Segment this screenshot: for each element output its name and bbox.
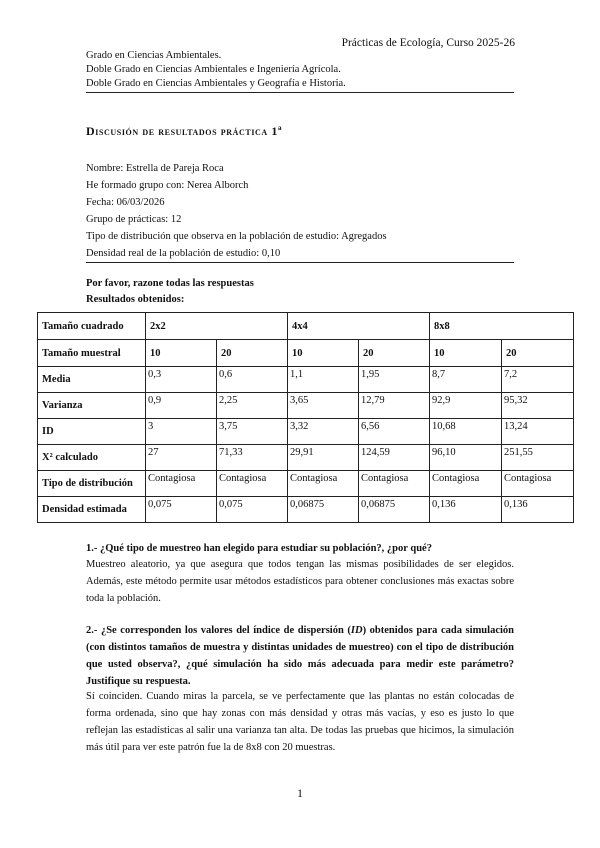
info-grupo-practicas: Grupo de prácticas: 12 (86, 214, 182, 225)
table-cell: 95,32 (502, 393, 574, 419)
table-cell: 0,075 (217, 497, 288, 523)
table-cell: 10 (146, 340, 217, 367)
table-cell: 1,1 (288, 367, 359, 393)
table-row (38, 471, 574, 497)
table-cell: 3 (146, 419, 217, 445)
table-cell: 92,9 (430, 393, 502, 419)
row-label: X² calculado (38, 445, 146, 471)
table-group-header: 8x8 (430, 313, 574, 340)
course-header: Prácticas de Ecología, Curso 2025-26 (341, 37, 515, 49)
table-row (38, 419, 574, 445)
table-cell: 12,79 (359, 393, 430, 419)
table-cell: 13,24 (502, 419, 574, 445)
row-label: Densidad estimada (38, 497, 146, 523)
table-cell: 2,25 (217, 393, 288, 419)
table-cell: Contagiosa (146, 471, 217, 497)
table-cell: 96,10 (430, 445, 502, 471)
table-cell: Contagiosa (288, 471, 359, 497)
row-label: Media (38, 367, 146, 393)
page-number: 1 (297, 786, 303, 800)
table-cell: 10 (430, 340, 502, 367)
table-cell: 0,9 (146, 393, 217, 419)
table-cell: 0,136 (430, 497, 502, 523)
table-cell: 20 (359, 340, 430, 367)
table-row (38, 393, 574, 419)
info-grupo: He formado grupo con: Nerea Alborch (86, 180, 249, 191)
table-row (38, 445, 574, 471)
table-cell: 0,6 (217, 367, 288, 393)
degree-line-1: Grado en Ciencias Ambientales. (86, 50, 222, 61)
table-cell: 6,56 (359, 419, 430, 445)
table-cell: 0,06875 (288, 497, 359, 523)
info-tipo-distribucion: Tipo de distribución que observa en la población de estudio: Agregados (86, 231, 387, 242)
table-cell: 27 (146, 445, 217, 471)
table-cell: 0,06875 (359, 497, 430, 523)
table-header-label: Tamaño cuadrado (38, 313, 146, 340)
table-cell: 71,33 (217, 445, 288, 471)
info-fecha: Fecha: 06/03/2026 (86, 197, 165, 208)
table-cell: 8,7 (430, 367, 502, 393)
table-cell: 1,95 (359, 367, 430, 393)
table-cell: Contagiosa (430, 471, 502, 497)
answer-1: Muestreo aleatorio, ya que asegura que todos tengan las mismas posibilidades de ser elegidos. Además, este método permite usar métodos estadísticos para obtener conclusiones más exactas sobre toda la población. (86, 559, 514, 604)
table-cell: 3,32 (288, 419, 359, 445)
answer-2: Sí coinciden. Cuando miras la parcela, se ve perfectamente que las plantas no están colocadas de forma ordenada, sino que hay zonas con más densidad y otras más vacías, y eso es justo lo que reflejan las estadísticas al salir una varianza tan alta. De todas las pruebas que hicimos, la simulación más útil para ver este patrón fue la de 8x8 con 20 muestras. (86, 691, 514, 753)
table-cell: 10,68 (430, 419, 502, 445)
table-cell: 251,55 (502, 445, 574, 471)
table-cell: 3,75 (217, 419, 288, 445)
results-table (37, 312, 574, 523)
row-label: Tamaño muestral (38, 340, 146, 367)
table-cell: 0,075 (146, 497, 217, 523)
table-row (38, 367, 574, 393)
table-cell: 124,59 (359, 445, 430, 471)
table-group-header: 4x4 (288, 313, 430, 340)
info-densidad-real: Densidad real de la población de estudio: 0,10 (86, 248, 281, 259)
question-1: 1.- ¿Qué tipo de muestreo han elegido para estudiar su población?, ¿por qué? (86, 543, 432, 554)
table-cell: 0,136 (502, 497, 574, 523)
table-header-row (38, 313, 574, 340)
row-label: ID (38, 419, 146, 445)
table-cell: 29,91 (288, 445, 359, 471)
row-label: Varianza (38, 393, 146, 419)
page-title: Discusión de resultados práctica 1ª (86, 124, 283, 138)
instruction-razone: Por favor, razone todas las respuestas (86, 278, 254, 289)
table-row (38, 340, 574, 367)
info-nombre: Nombre: Estrella de Pareja Roca (86, 163, 224, 174)
table-cell: Contagiosa (217, 471, 288, 497)
table-cell: 20 (502, 340, 574, 367)
table-cell: Contagiosa (359, 471, 430, 497)
degree-lines (86, 49, 514, 93)
table-cell: 0,3 (146, 367, 217, 393)
table-cell: 3,65 (288, 393, 359, 419)
table-cell: 7,2 (502, 367, 574, 393)
table-cell: Contagiosa (502, 471, 574, 497)
table-group-header: 2x2 (146, 313, 288, 340)
question-2: 2.- ¿Se corresponden los valores del índice de dispersión (ID) obtenidos para cada simulación (con distintos tamaños de muestra y distintas unidades de muestreo) con el tipo de distribución que usted observa?, ¿qué simulación ha sido más adecuada para medir este parámetro? Justifique su respuesta. (86, 625, 514, 687)
degree-line-3: Doble Grado en Ciencias Ambientales y Geografía e Historia. (86, 78, 346, 89)
table-row (38, 497, 574, 523)
results-label: Resultados obtenidos: (86, 294, 185, 305)
student-info (86, 160, 514, 263)
id-abbrev: ID (350, 625, 363, 636)
row-label: Tipo de distribución (38, 471, 146, 497)
degree-line-2: Doble Grado en Ciencias Ambientales e Ingeniería Agrícola. (86, 64, 341, 75)
table-cell: 20 (217, 340, 288, 367)
table-cell: 10 (288, 340, 359, 367)
